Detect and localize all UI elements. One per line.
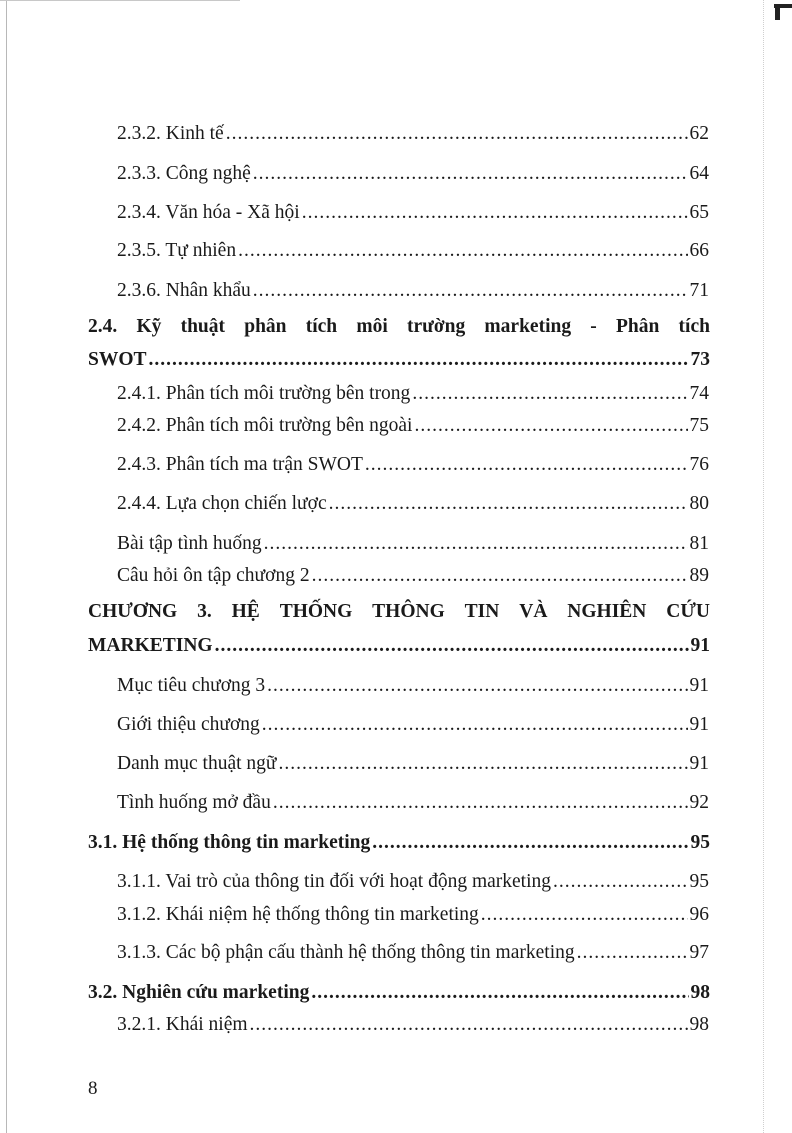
toc-leader-dots — [372, 833, 688, 853]
toc-leader-dots — [253, 281, 688, 301]
heading-word: tích — [678, 316, 710, 337]
heading-word: CỨU — [666, 601, 710, 622]
heading-word: THỐNG — [279, 601, 353, 622]
toc-heading-3-2[interactable] — [88, 983, 710, 1003]
toc-entry-cau-hoi-on-tap-2[interactable] — [117, 566, 709, 586]
heading-word: trường — [406, 316, 466, 337]
toc-entry-title: 2.4.2. Phân tích môi trường bên ngoài — [117, 415, 413, 436]
toc-entry-gioi-thieu-chuong[interactable] — [117, 715, 709, 735]
heading-word: - — [590, 316, 597, 337]
toc-entry-2-4-3[interactable] — [117, 455, 709, 475]
toc-entry-title: 3.1.1. Vai trò của thông tin đối với hoạt động marketing — [117, 871, 552, 892]
toc-chapter-3-line1[interactable] — [88, 602, 710, 622]
toc-leader-dots — [365, 455, 688, 475]
toc-entry-3-1-1[interactable] — [117, 872, 709, 892]
toc-entry-title: 2.3.2. Kinh tế — [117, 123, 224, 144]
heading-word: môi — [356, 316, 388, 337]
scan-edge-top — [0, 0, 240, 1]
toc-entry-title: Câu hỏi ôn tập chương 2 — [117, 565, 310, 586]
toc-entry-title: 3.1.3. Các bộ phận cấu thành hệ thống thông tin marketing — [117, 942, 575, 963]
toc-entry-page: 92 — [689, 792, 709, 813]
toc-leader-dots — [250, 1015, 688, 1035]
toc-leader-dots — [253, 164, 688, 184]
page-number: 8 — [88, 1078, 98, 1099]
toc-entry-title: 2.3.4. Văn hóa - Xã hội — [117, 202, 300, 223]
toc-entry-tinh-huong-mo-dau[interactable] — [117, 793, 709, 813]
toc-leader-dots — [273, 793, 688, 813]
heading-word: Phân — [615, 316, 660, 337]
toc-entry-page: 95 — [690, 832, 710, 853]
toc-entry-title: 2.3.6. Nhân khẩu — [117, 280, 251, 301]
toc-leader-dots — [311, 983, 688, 1003]
heading-word: TIN — [464, 601, 500, 622]
toc-entry-page: 66 — [689, 240, 709, 261]
toc-leader-dots — [577, 943, 688, 963]
heading-word: HỆ — [231, 601, 260, 622]
toc-entry-page: 65 — [689, 202, 709, 223]
toc-leader-dots — [267, 676, 687, 696]
toc-entry-3-1-3[interactable] — [117, 943, 709, 963]
toc-heading-3-1[interactable] — [88, 833, 710, 853]
toc-entry-title: Bài tập tình huống — [117, 533, 262, 554]
toc-entry-page: 98 — [689, 1014, 709, 1035]
toc-entry-title: 3.1.2. Khái niệm hệ thống thông tin marketing — [117, 904, 479, 925]
toc-chapter-3-line2[interactable] — [88, 636, 710, 656]
toc-entry-page: 91 — [690, 635, 710, 656]
toc-entry-page: 97 — [689, 942, 709, 963]
heading-word: NGHIÊN — [567, 601, 647, 622]
toc-entry-title: 2.3.5. Tự nhiên — [117, 240, 237, 261]
toc-entry-2-4-2[interactable] — [117, 416, 709, 436]
toc-entry-title: 2.4.4. Lựa chọn chiến lược — [117, 493, 327, 514]
toc-entry-page: 74 — [689, 383, 709, 404]
toc-entry-2-3-4[interactable] — [117, 203, 709, 223]
toc-leader-dots — [329, 494, 688, 514]
toc-entry-2-3-6[interactable] — [117, 281, 709, 301]
toc-heading-2-4-line2[interactable] — [88, 350, 710, 370]
toc-entry-2-3-5[interactable] — [117, 241, 709, 261]
scan-edge-left — [6, 0, 7, 1133]
toc-leader-dots — [262, 715, 688, 735]
toc-entry-title: 3.1. Hệ thống thông tin marketing — [88, 832, 371, 853]
toc-entry-page: 98 — [690, 982, 710, 1003]
toc-leader-dots — [312, 566, 688, 586]
toc-leader-dots — [302, 203, 688, 223]
toc-entry-title: MARKETING — [88, 635, 213, 656]
heading-word: tích — [305, 316, 338, 337]
toc-entry-title: 2.4.3. Phân tích ma trận SWOT — [117, 454, 363, 475]
heading-word: marketing — [484, 316, 572, 337]
toc-entry-muc-tieu-3[interactable] — [117, 676, 709, 696]
heading-word: thuật — [180, 316, 226, 337]
heading-word: CHƯƠNG — [88, 601, 178, 622]
toc-entry-title: Danh mục thuật ngữ — [117, 753, 277, 774]
toc-leader-dots — [149, 350, 689, 370]
toc-entry-page: 91 — [689, 753, 709, 774]
toc-entry-2-4-1[interactable] — [117, 384, 709, 404]
toc-entry-title: 2.3.3. Công nghệ — [117, 163, 251, 184]
heading-word: Kỹ — [136, 316, 162, 337]
toc-entry-page: 91 — [689, 714, 709, 735]
toc-entry-page: 81 — [689, 533, 709, 554]
toc-entry-2-4-4[interactable] — [117, 494, 709, 514]
toc-leader-dots — [215, 636, 689, 656]
toc-entry-page: 76 — [689, 454, 709, 475]
toc-entry-page: 96 — [689, 904, 709, 925]
toc-entry-title: 3.2.1. Khái niệm — [117, 1014, 248, 1035]
toc-entry-danh-muc-thuat-ngu[interactable] — [117, 754, 709, 774]
toc-entry-page: 95 — [689, 871, 709, 892]
heading-word: 2.4. — [88, 316, 118, 337]
toc-entry-3-1-2[interactable] — [117, 905, 709, 925]
toc-entry-2-3-3[interactable] — [117, 164, 709, 184]
heading-word: phân — [244, 316, 287, 337]
toc-entry-title: Tình huống mở đầu — [117, 792, 271, 813]
toc-entry-bai-tap-tinh-huong[interactable] — [117, 534, 709, 554]
heading-word: 3. — [197, 601, 212, 622]
toc-leader-dots — [264, 534, 688, 554]
toc-entry-page: 73 — [690, 349, 710, 370]
toc-entry-2-3-2[interactable] — [117, 124, 709, 144]
toc-entry-page: 80 — [689, 493, 709, 514]
toc-entry-title: Mục tiêu chương 3 — [117, 675, 266, 696]
toc-leader-dots — [279, 754, 688, 774]
toc-entry-page: 75 — [689, 415, 709, 436]
toc-entry-page: 71 — [689, 280, 709, 301]
toc-entry-3-2-1[interactable] — [117, 1015, 709, 1035]
toc-leader-dots — [238, 241, 687, 261]
toc-entry-page: 91 — [689, 675, 709, 696]
toc-entry-page: 64 — [689, 163, 709, 184]
scan-edge-right — [762, 0, 764, 1133]
toc-entry-page: 62 — [689, 123, 709, 144]
toc-leader-dots — [226, 124, 688, 144]
toc-entry-title: Giới thiệu chương — [117, 714, 260, 735]
toc-heading-2-4-line1[interactable] — [88, 317, 710, 337]
toc-leader-dots — [481, 905, 688, 925]
toc-leader-dots — [414, 416, 687, 436]
toc-leader-dots — [553, 872, 687, 892]
heading-word: THÔNG — [372, 601, 445, 622]
corner-crop-mark-icon — [772, 0, 792, 18]
heading-word: VÀ — [519, 601, 548, 622]
toc-entry-title: SWOT — [88, 349, 147, 370]
toc-entry-title: 2.4.1. Phân tích môi trường bên trong — [117, 383, 411, 404]
toc-entry-page: 89 — [689, 565, 709, 586]
toc-entry-title: 3.2. Nghiên cứu marketing — [88, 982, 310, 1003]
toc-leader-dots — [412, 384, 687, 404]
